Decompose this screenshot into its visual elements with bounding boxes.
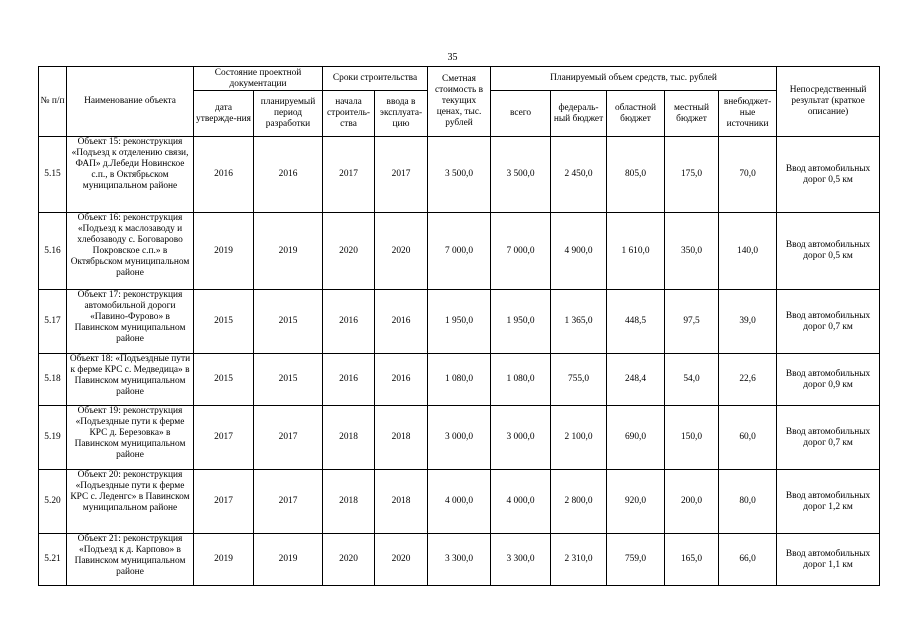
- funds-extrabudget: 66,0: [719, 534, 777, 586]
- construction-start-year: 2018: [323, 406, 375, 470]
- row-number: 5.21: [39, 534, 67, 586]
- header-construction-terms: Сроки строительства: [323, 67, 428, 91]
- funds-total: 3 000,0: [491, 406, 551, 470]
- funds-extrabudget: 140,0: [719, 213, 777, 290]
- construction-commission-year: 2016: [375, 354, 428, 406]
- docs-approval-year: 2015: [194, 290, 254, 354]
- docs-approval-year: 2016: [194, 137, 254, 213]
- header-docs-planned: планируемый период разработки: [254, 91, 323, 137]
- funds-regional: 248,4: [607, 354, 665, 406]
- docs-planned-year: 2015: [254, 290, 323, 354]
- table-row: [39, 137, 880, 213]
- result-description: Ввод автомобильных дорог 0,7 км: [777, 290, 880, 354]
- result-description: Ввод автомобильных дорог 1,2 км: [777, 470, 880, 534]
- funds-regional: 805,0: [607, 137, 665, 213]
- construction-commission-year: 2016: [375, 290, 428, 354]
- funds-local: 200,0: [665, 470, 719, 534]
- funds-federal: 755,0: [551, 354, 607, 406]
- construction-commission-year: 2020: [375, 534, 428, 586]
- docs-approval-year: 2017: [194, 470, 254, 534]
- construction-start-year: 2020: [323, 534, 375, 586]
- header-no: № п/п: [39, 67, 67, 137]
- docs-planned-year: 2017: [254, 406, 323, 470]
- docs-approval-year: 2019: [194, 213, 254, 290]
- table-row: [39, 213, 880, 290]
- object-name: Объект 19: реконструкция «Подъездные пути к ферме КРС д. Березовка» в Павинском муниципальном районе: [67, 406, 194, 470]
- funds-federal: 2 310,0: [551, 534, 607, 586]
- funds-total: 3 300,0: [491, 534, 551, 586]
- construction-start-year: 2018: [323, 470, 375, 534]
- page-number: 35: [447, 52, 458, 63]
- table-row: [39, 534, 880, 586]
- object-name: Объект 17: реконструкция автомобильной дороги «Павино-Фурово» в Павинском муниципальном районе: [67, 290, 194, 354]
- construction-start-year: 2016: [323, 354, 375, 406]
- funds-total: 7 000,0: [491, 213, 551, 290]
- funds-extrabudget: 22,6: [719, 354, 777, 406]
- result-description: Ввод автомобильных дорог 0,5 км: [777, 137, 880, 213]
- docs-approval-year: 2015: [194, 354, 254, 406]
- object-name: Объект 16: реконструкция «Подъезд к маслозаводу и хлебозаводу с. Боговарово Покровское с.п.» в Октябрьском муниципальном районе: [67, 213, 194, 290]
- funds-local: 54,0: [665, 354, 719, 406]
- funds-federal: 2 800,0: [551, 470, 607, 534]
- header-result: Непосредственный результат (краткое описание): [777, 67, 880, 137]
- construction-commission-year: 2018: [375, 406, 428, 470]
- funds-extrabudget: 80,0: [719, 470, 777, 534]
- funds-total: 1 950,0: [491, 290, 551, 354]
- header-planned-funds: Планируемый объем средств, тыс. рублей: [491, 67, 777, 91]
- construction-start-year: 2020: [323, 213, 375, 290]
- result-description: Ввод автомобильных дорог 0,7 км: [777, 406, 880, 470]
- docs-planned-year: 2015: [254, 354, 323, 406]
- funds-federal: 4 900,0: [551, 213, 607, 290]
- object-name: Объект 18: «Подъездные пути к ферме КРС с. Медведица» в Павинском муниципальном районе: [67, 354, 194, 406]
- construction-commission-year: 2020: [375, 213, 428, 290]
- row-number: 5.20: [39, 470, 67, 534]
- funds-federal: 2 100,0: [551, 406, 607, 470]
- funds-regional: 920,0: [607, 470, 665, 534]
- estimated-cost: 3 500,0: [428, 137, 491, 213]
- construction-start-year: 2016: [323, 290, 375, 354]
- header-total: всего: [491, 91, 551, 137]
- funds-total: 1 080,0: [491, 354, 551, 406]
- funds-federal: 2 450,0: [551, 137, 607, 213]
- header-estimated-cost: Сметная стоимость в текущих ценах, тыс. рублей: [428, 67, 491, 137]
- row-number: 5.16: [39, 213, 67, 290]
- estimated-cost: 4 000,0: [428, 470, 491, 534]
- result-description: Ввод автомобильных дорог 0,9 км: [777, 354, 880, 406]
- row-number: 5.19: [39, 406, 67, 470]
- header-local: местный бюджет: [665, 91, 719, 137]
- header-federal: федераль-ный бюджет: [551, 91, 607, 137]
- funds-regional: 690,0: [607, 406, 665, 470]
- funds-extrabudget: 70,0: [719, 137, 777, 213]
- estimated-cost: 7 000,0: [428, 213, 491, 290]
- object-name: Объект 21: реконструкция «Подъезд к д. Карпово» в Павинском муниципальном районе: [67, 534, 194, 586]
- construction-commission-year: 2018: [375, 470, 428, 534]
- funds-local: 350,0: [665, 213, 719, 290]
- construction-start-year: 2017: [323, 137, 375, 213]
- table-row: [39, 470, 880, 534]
- estimated-cost: 1 950,0: [428, 290, 491, 354]
- funds-extrabudget: 60,0: [719, 406, 777, 470]
- table-row: [39, 406, 880, 470]
- funds-local: 175,0: [665, 137, 719, 213]
- header-docs-state: Состояние проектной документации: [194, 67, 323, 91]
- result-description: Ввод автомобильных дорог 1,1 км: [777, 534, 880, 586]
- header-extrabudget: внебюджет-ные источники: [719, 91, 777, 137]
- header-docs-approval: дата утвержде-ния: [194, 91, 254, 137]
- header-construction-commission: ввода в эксплуата-цию: [375, 91, 428, 137]
- funds-local: 97,5: [665, 290, 719, 354]
- docs-planned-year: 2017: [254, 470, 323, 534]
- header-regional: областной бюджет: [607, 91, 665, 137]
- funds-federal: 1 365,0: [551, 290, 607, 354]
- objects-table: [38, 66, 880, 586]
- funds-regional: 448,5: [607, 290, 665, 354]
- funds-local: 165,0: [665, 534, 719, 586]
- construction-commission-year: 2017: [375, 137, 428, 213]
- table-row: [39, 290, 880, 354]
- docs-approval-year: 2017: [194, 406, 254, 470]
- funds-total: 4 000,0: [491, 470, 551, 534]
- row-number: 5.15: [39, 137, 67, 213]
- result-description: Ввод автомобильных дорог 0,5 км: [777, 213, 880, 290]
- object-name: Объект 15: реконструкция «Подъезд к отделению связи, ФАП» д.Лебеди Новинское с.п., в Октябрьском муниципальном районе: [67, 137, 194, 213]
- docs-planned-year: 2016: [254, 137, 323, 213]
- docs-approval-year: 2019: [194, 534, 254, 586]
- object-name: Объект 20: реконструкция «Подъездные пути к ферме КРС с. Леденгс» в Павинском муниципальном районе: [67, 470, 194, 534]
- funds-regional: 1 610,0: [607, 213, 665, 290]
- funds-regional: 759,0: [607, 534, 665, 586]
- funds-extrabudget: 39,0: [719, 290, 777, 354]
- docs-planned-year: 2019: [254, 213, 323, 290]
- funds-local: 150,0: [665, 406, 719, 470]
- estimated-cost: 1 080,0: [428, 354, 491, 406]
- docs-planned-year: 2019: [254, 534, 323, 586]
- row-number: 5.17: [39, 290, 67, 354]
- funds-total: 3 500,0: [491, 137, 551, 213]
- estimated-cost: 3 000,0: [428, 406, 491, 470]
- header-construction-start: начала строитель-ства: [323, 91, 375, 137]
- estimated-cost: 3 300,0: [428, 534, 491, 586]
- header-name: Наименование объекта: [67, 67, 194, 137]
- row-number: 5.18: [39, 354, 67, 406]
- table-row: [39, 354, 880, 406]
